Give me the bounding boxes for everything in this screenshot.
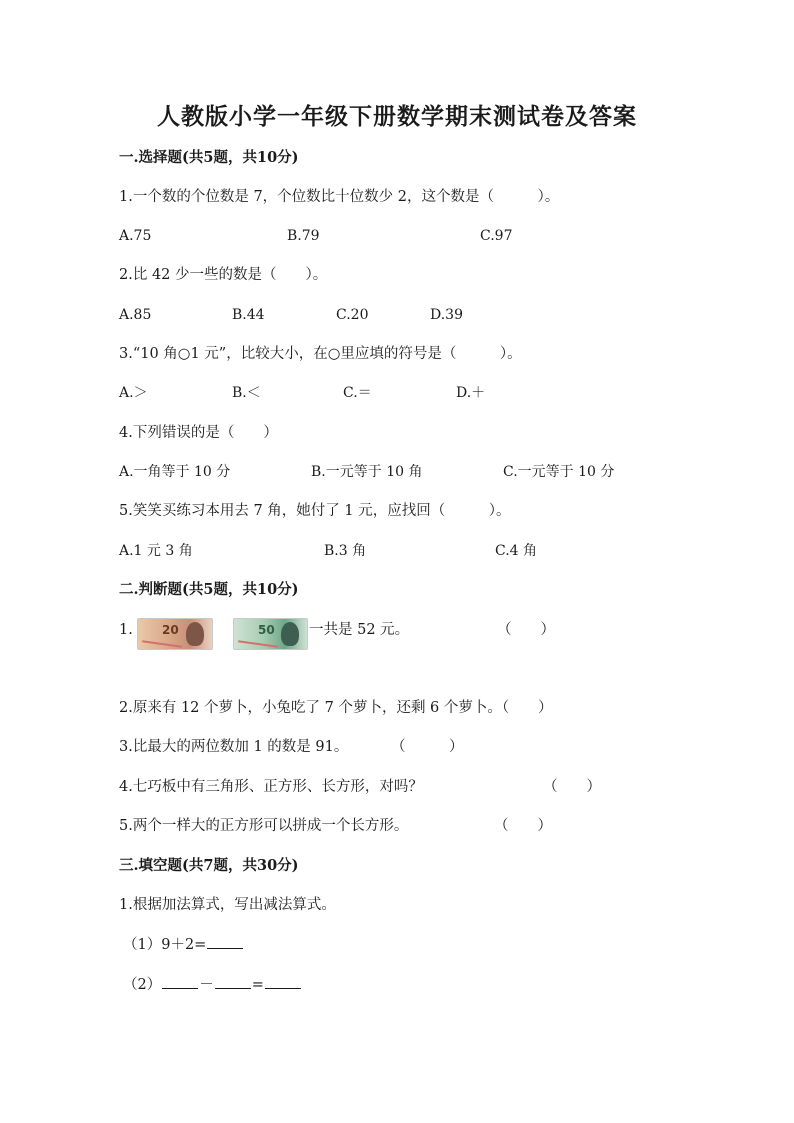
judge-q3-answer-paren: （ ） <box>391 739 464 755</box>
judge-q3-text: 3.比最大的两位数加 1 的数是 91。 <box>119 739 349 755</box>
choice-q3-option-d: D.＋ <box>456 385 486 401</box>
portrait-icon <box>281 622 299 646</box>
banknote-20-yuan-image <box>137 618 213 650</box>
fill-q1-part2-prefix: （2） <box>123 977 162 993</box>
choice-q5-stem: 5.笑笑买练习本用去 7 角，她付了 1 元，应找回（ ）。 <box>119 503 511 519</box>
choice-q4-option-a: A.一角等于 10 分 <box>119 464 231 480</box>
judge-q2-text: 2.原来有 12 个萝卜，小兔吃了 7 个萝卜，还剩 6 个萝卜。（ ） <box>119 700 553 716</box>
choice-q1-option-c: C.97 <box>480 228 513 244</box>
choice-q4-stem: 4.下列错误的是（ ） <box>119 425 278 441</box>
judge-q1-number: 1. <box>119 622 133 638</box>
choice-q1-option-a: A.75 <box>119 228 152 244</box>
choice-q2-option-c: C.20 <box>336 307 369 323</box>
answer-blank[interactable] <box>162 974 198 989</box>
banknote-50-label: 50 <box>258 623 275 637</box>
fill-q1-part2 <box>123 974 302 995</box>
choice-q1-option-b: B.79 <box>287 228 320 244</box>
judge-q4-text: 4.七巧板中有三角形、正方形、长方形，对吗？ <box>119 779 423 795</box>
answer-blank[interactable] <box>215 974 251 989</box>
judge-q5-answer-paren: （ ） <box>494 818 552 834</box>
choice-q2-option-b: B.44 <box>232 307 265 323</box>
choice-q1-stem: 1.一个数的个位数是 7，个位数比十位数少 2，这个数是（ ）。 <box>119 189 560 205</box>
minus-sign: － <box>199 977 214 993</box>
choice-q2-option-a: A.85 <box>119 307 152 323</box>
portrait-icon <box>186 622 204 646</box>
choice-q4-option-b: B.一元等于 10 角 <box>311 464 423 480</box>
choice-q4-option-c: C.一元等于 10 分 <box>503 464 615 480</box>
choice-q5-option-a: A.1 元 3 角 <box>119 543 193 559</box>
judge-q5-text: 5.两个一样大的正方形可以拼成一个长方形。 <box>119 818 409 834</box>
banknote-50-yuan-image <box>233 618 308 650</box>
answer-blank[interactable] <box>265 974 301 989</box>
judge-q1-answer-paren: （ ） <box>497 622 555 638</box>
choice-q2-stem: 2.比 42 少一些的数是（ ）。 <box>119 267 328 283</box>
banknote-20-label: 20 <box>162 623 179 637</box>
fill-q1-part1 <box>123 934 244 955</box>
judge-q1-text: 一共是 52 元。 <box>309 622 410 638</box>
page-title: 人教版小学一年级下册数学期末测试卷及答案 <box>157 103 637 130</box>
fill-q1-part1-expression: （1）9＋2= <box>123 937 207 953</box>
watermark-strip <box>238 640 278 648</box>
choice-q3-stem: 3.“10 角○1 元”，比较大小，在○里应填的符号是（ ）。 <box>119 346 522 362</box>
choice-q3-option-c: C.＝ <box>343 385 372 401</box>
choice-q5-option-c: C.4 角 <box>495 543 538 559</box>
choice-q2-option-d: D.39 <box>430 307 463 323</box>
section-heading-judge: 二.判断题(共5题，共10分) <box>119 581 299 598</box>
section-heading-fill: 三.填空题(共7题，共30分) <box>119 857 299 874</box>
watermark-strip <box>142 640 182 648</box>
choice-q3-option-b: B.＜ <box>232 385 261 401</box>
equals-sign: = <box>251 977 264 993</box>
fill-q1-stem: 1.根据加法算式，写出减法算式。 <box>119 897 336 913</box>
choice-q5-option-b: B.3 角 <box>324 543 367 559</box>
section-heading-choice: 一.选择题(共5题，共10分) <box>119 149 299 166</box>
answer-blank[interactable] <box>207 934 243 949</box>
choice-q3-option-a: A.＞ <box>119 385 148 401</box>
judge-q4-answer-paren: （ ） <box>543 779 601 795</box>
